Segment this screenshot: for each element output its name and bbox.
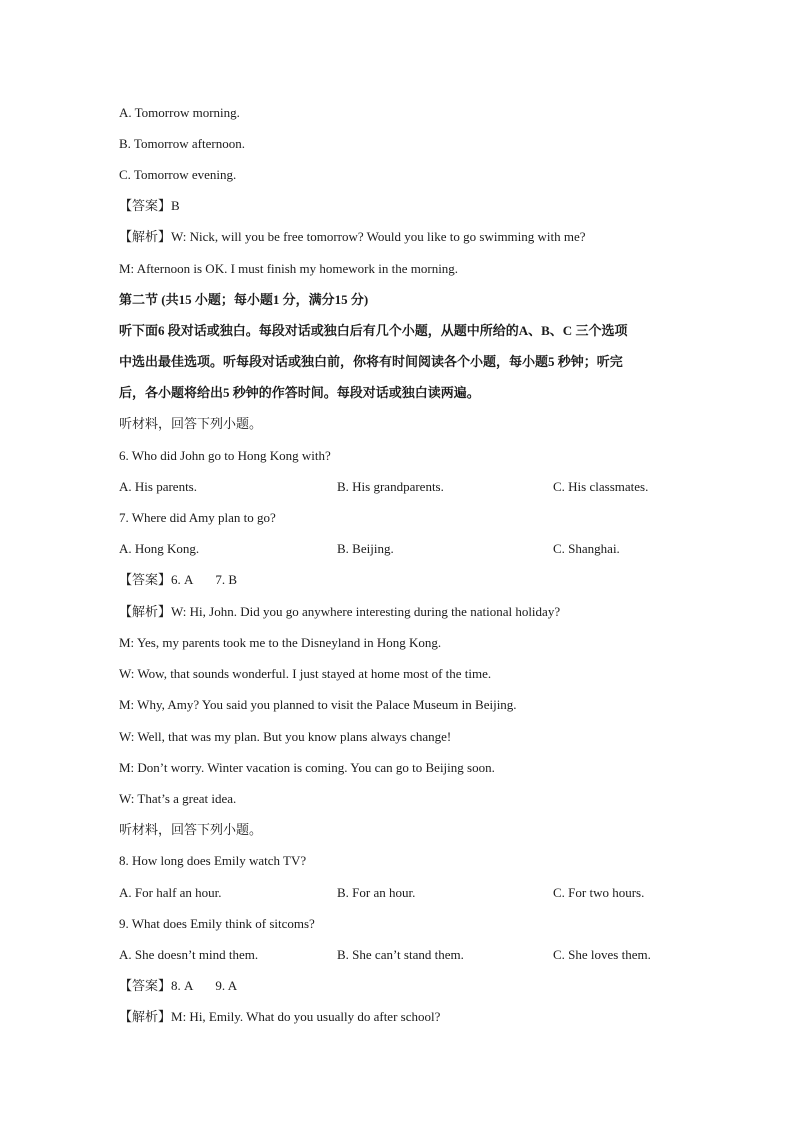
q67-analysis-line: M: Yes, my parents took me to the Disneyland in Hong Kong. <box>119 635 442 650</box>
q8-option-b: B. For an hour. <box>337 885 416 900</box>
q6-option-b: B. His grandparents. <box>337 479 444 494</box>
q5-option-c: C. Tomorrow evening. <box>119 167 237 182</box>
section2-instruction: 中选出最佳选项。听每段对话或独白前，你将有时间阅读各个小题，每小题5 秒钟；听完 <box>119 354 623 369</box>
q67-analysis-line: W: Wow, that sounds wonderful. I just stayed at home most of the time. <box>119 666 492 681</box>
answer-label: 【答案】 <box>119 198 172 213</box>
q7-question: 7. Where did Amy plan to go? <box>119 510 276 525</box>
analysis-label: 【解析】 <box>119 1009 172 1024</box>
q5-answer <box>119 198 180 214</box>
q8-option-a: A. For half an hour. <box>119 885 222 900</box>
section2-instruction: 听下面6 段对话或独白。每段对话或独白后有几个小题，从题中所给的A、B、C 三个选项 <box>119 323 628 338</box>
answer-label: 【答案】 <box>119 978 172 993</box>
answer-value: 7. B <box>215 572 238 587</box>
q9-option-c: C. She loves them. <box>553 947 651 962</box>
q7-option-b: B. Beijing. <box>337 541 394 556</box>
q9-question: 9. What does Emily think of sitcoms? <box>119 916 315 931</box>
q7-option-c: C. Shanghai. <box>553 541 620 556</box>
q5-analysis-line <box>119 229 586 245</box>
answer-label: 【答案】 <box>119 572 172 587</box>
analysis-text: W: Hi, John. Did you go anywhere interesting during the national holiday? <box>171 604 561 619</box>
q5-analysis-line: M: Afternoon is OK. I must finish my homework in the morning. <box>119 261 459 276</box>
q67-analysis-line: M: Don’t worry. Winter vacation is coming. You can go to Beijing soon. <box>119 760 495 775</box>
section2-title: 第二节 (共15 小题；每小题1 分，满分15 分) <box>119 292 369 307</box>
q67-analysis-line: M: Why, Amy? You said you planned to visit the Palace Museum in Beijing. <box>119 697 517 712</box>
q8-question: 8. How long does Emily watch TV? <box>119 853 307 868</box>
listen-prompt: 听材料，回答下列小题。 <box>119 416 263 431</box>
answer-value: 6. A <box>171 572 194 587</box>
q7-option-a: A. Hong Kong. <box>119 541 200 556</box>
q5-option-a: A. Tomorrow morning. <box>119 105 240 120</box>
q67-analysis-line <box>119 604 560 620</box>
q5-option-b: B. Tomorrow afternoon. <box>119 136 245 151</box>
answer-value: B <box>171 198 180 213</box>
q6-option-a: A. His parents. <box>119 479 197 494</box>
analysis-text: M: Hi, Emily. What do you usually do after school? <box>171 1009 441 1024</box>
analysis-label: 【解析】 <box>119 604 172 619</box>
q89-analysis-line <box>119 1009 440 1025</box>
analysis-label: 【解析】 <box>119 229 172 244</box>
q6-question: 6. Who did John go to Hong Kong with? <box>119 448 331 463</box>
section2-instruction: 后，各小题将给出5 秒钟的作答时间。每段对话或独白读两遍。 <box>119 385 480 400</box>
q8-option-c: C. For two hours. <box>553 885 645 900</box>
q89-answer <box>119 978 237 994</box>
q9-option-a: A. She doesn’t mind them. <box>119 947 259 962</box>
answer-value: 9. A <box>215 978 238 993</box>
q67-answer <box>119 572 237 588</box>
answer-value: 8. A <box>171 978 194 993</box>
q67-analysis-line: W: That’s a great idea. <box>119 791 237 806</box>
q67-analysis-line: W: Well, that was my plan. But you know plans always change! <box>119 729 452 744</box>
q6-option-c: C. His classmates. <box>553 479 649 494</box>
analysis-text: W: Nick, will you be free tomorrow? Would you like to go swimming with me? <box>171 229 586 244</box>
listen-prompt: 听材料，回答下列小题。 <box>119 822 263 837</box>
q9-option-b: B. She can’t stand them. <box>337 947 464 962</box>
